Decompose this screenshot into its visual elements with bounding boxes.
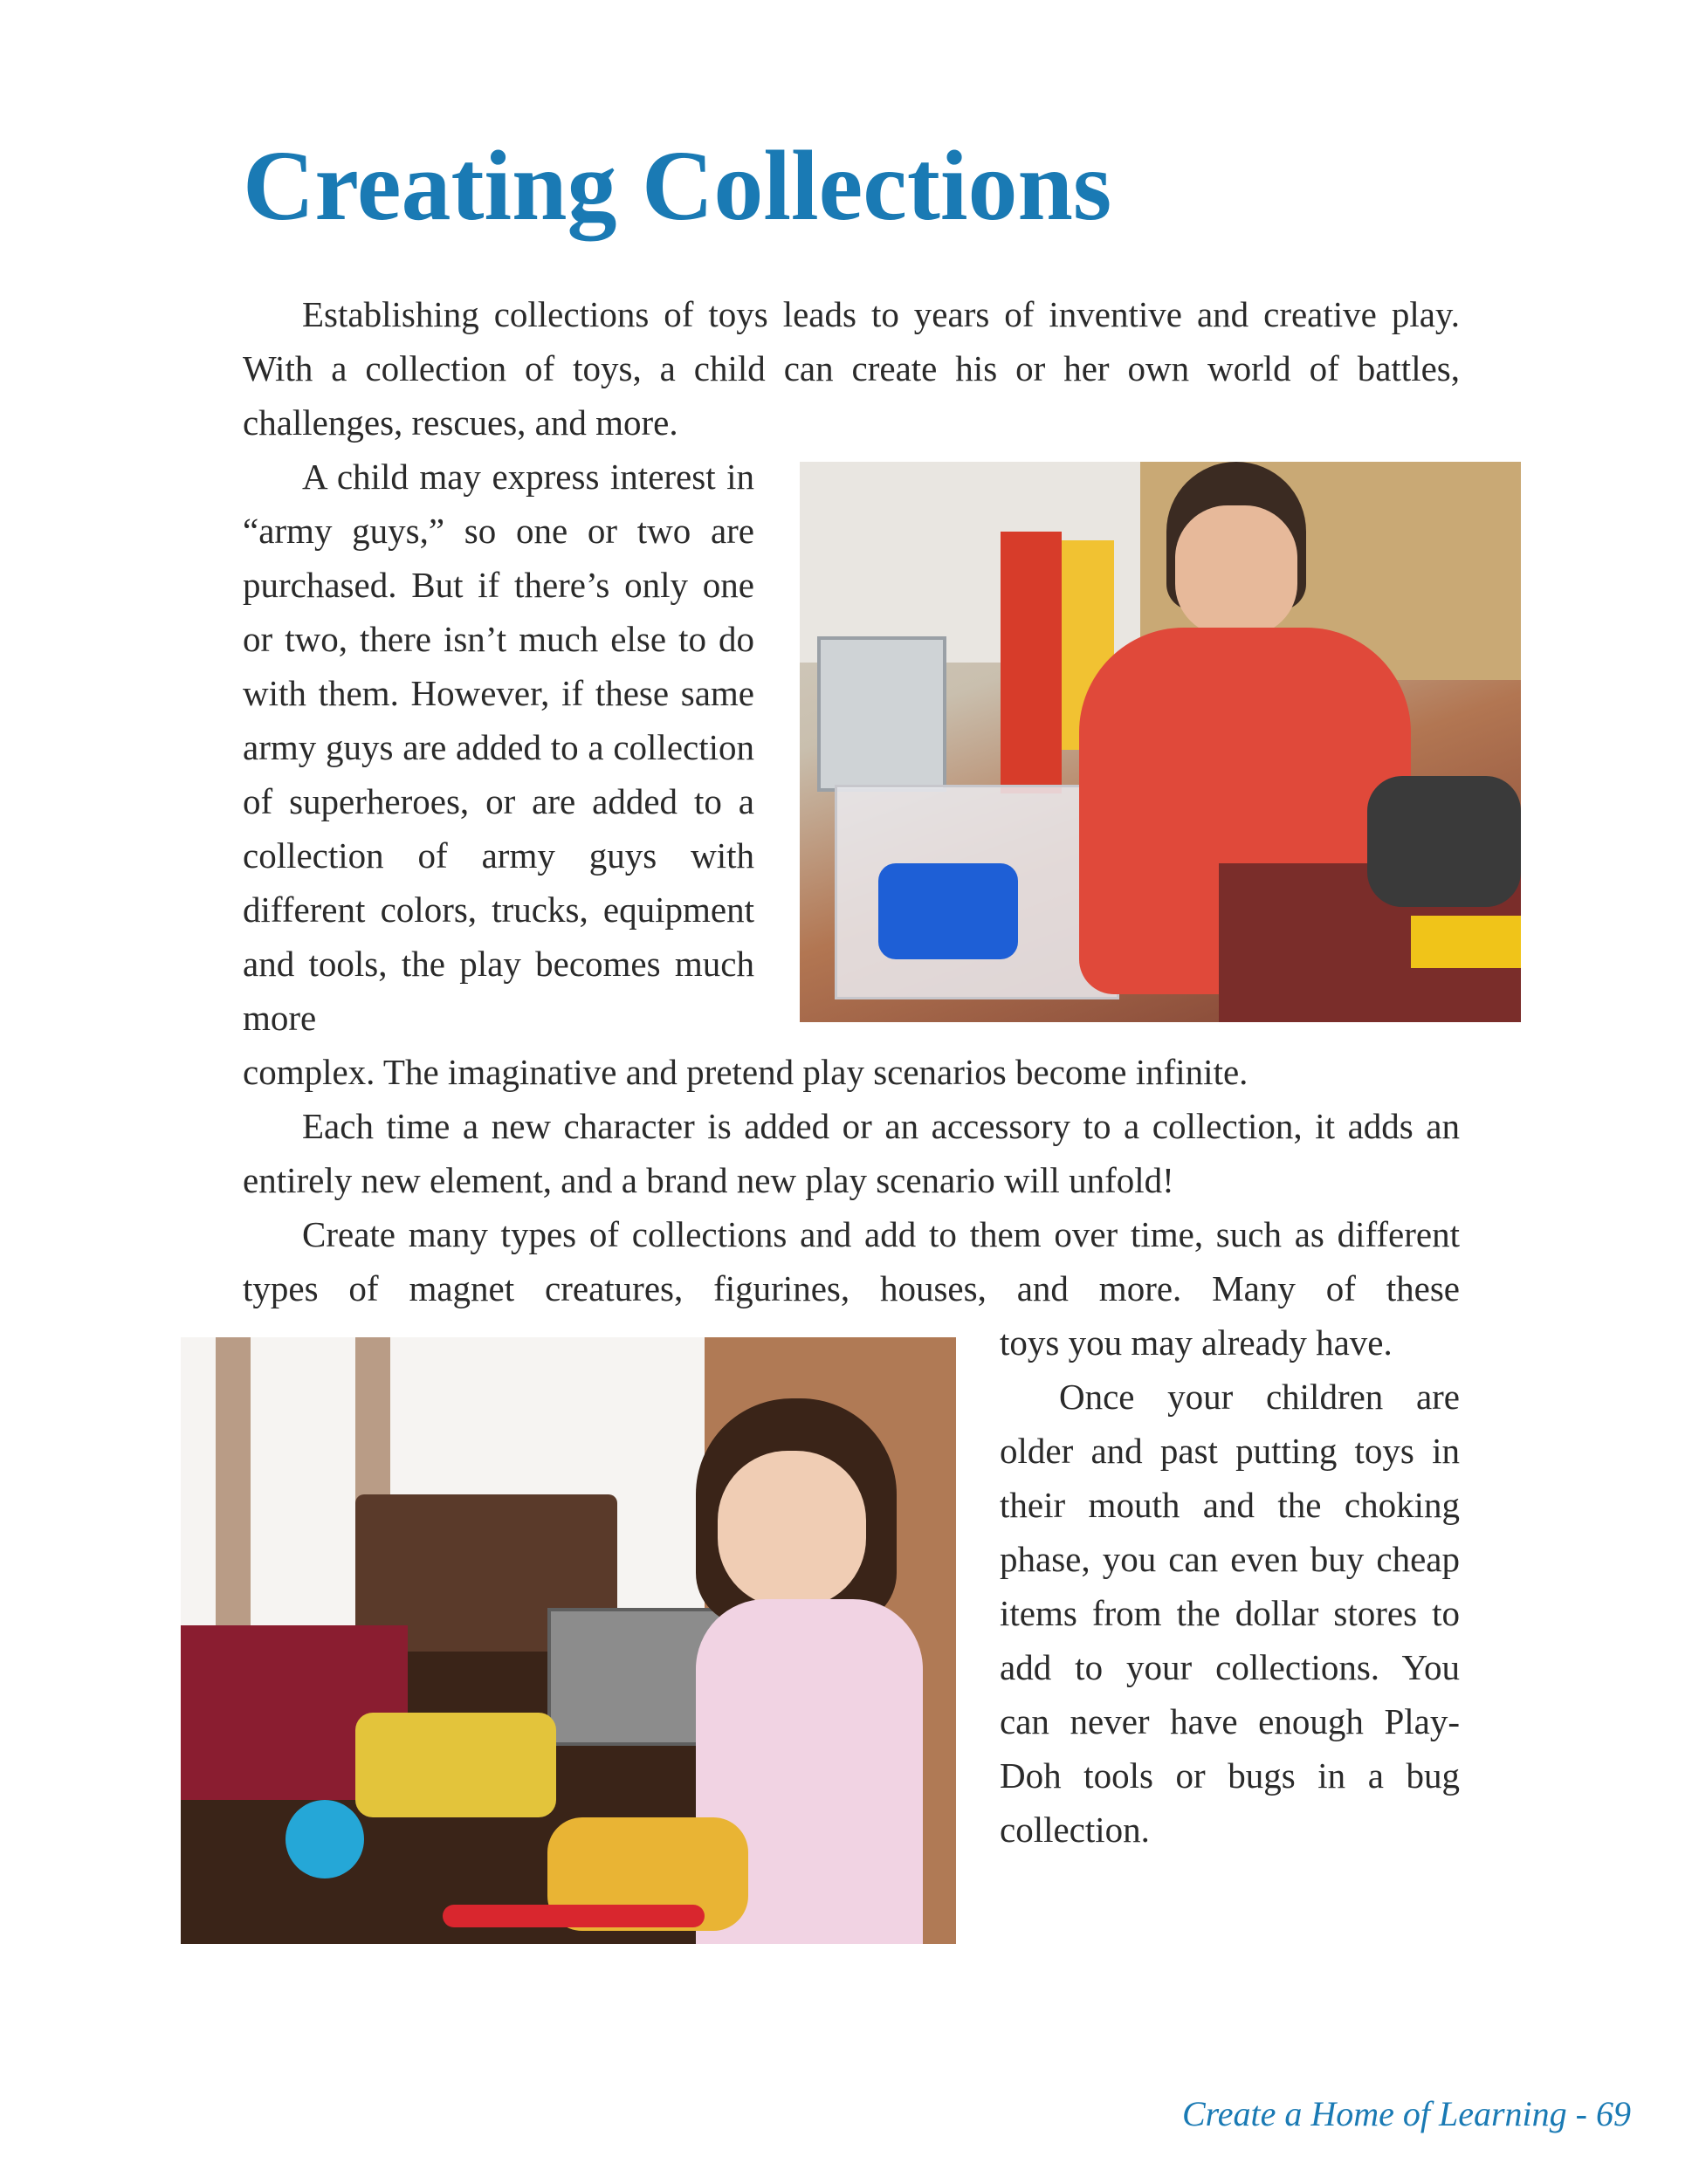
paragraph-army-guys: A child may express interest in “army guys,” so one or two are purchased. But if there’s only one or two, there isn’t much else to do with them. However, if these same army guys are added to a collection of superheroes, or are added to a collection of army guys with different colors, trucks, equipment and tools, the play becomes much more [243, 457, 754, 1038]
paragraph-establishing-collections: Establishing collections of toys leads to years of inventive and creative play. With a collection of toys, a child can create his or her own world of battles, challenges, rescues, and more. [243, 294, 1460, 443]
paragraph-army-guys-continued: complex. The imaginative and pretend play scenarios become infinite. [243, 1052, 1248, 1092]
page-footer: Create a Home of Learning - 69 [1181, 2094, 1631, 2133]
paragraph-many-types: Create many types of collections and add to them over time, such as different types of magnet creatures, figurines, houses, and more. Many of these [243, 1214, 1460, 1308]
photo-boy-with-toys [800, 462, 1521, 1022]
paragraph-many-types-continued: toys you may already have. [1000, 1322, 1393, 1363]
page-title: Creating Collections [243, 130, 1112, 241]
paragraph-new-character: Each time a new character is added or an accessory to a collection, it adds an entirely new element, and a brand new play scenario will unfold! [243, 1106, 1460, 1200]
photo-girl-with-play-doh [181, 1337, 956, 1944]
paragraph-older-children: Once your children are older and past putting toys in their mouth and the choking phase, you can even buy cheap items from the dollar stores to add to your collections. You can never have enough Play-Doh tools or bugs in a bug collection. [1000, 1377, 1460, 1850]
